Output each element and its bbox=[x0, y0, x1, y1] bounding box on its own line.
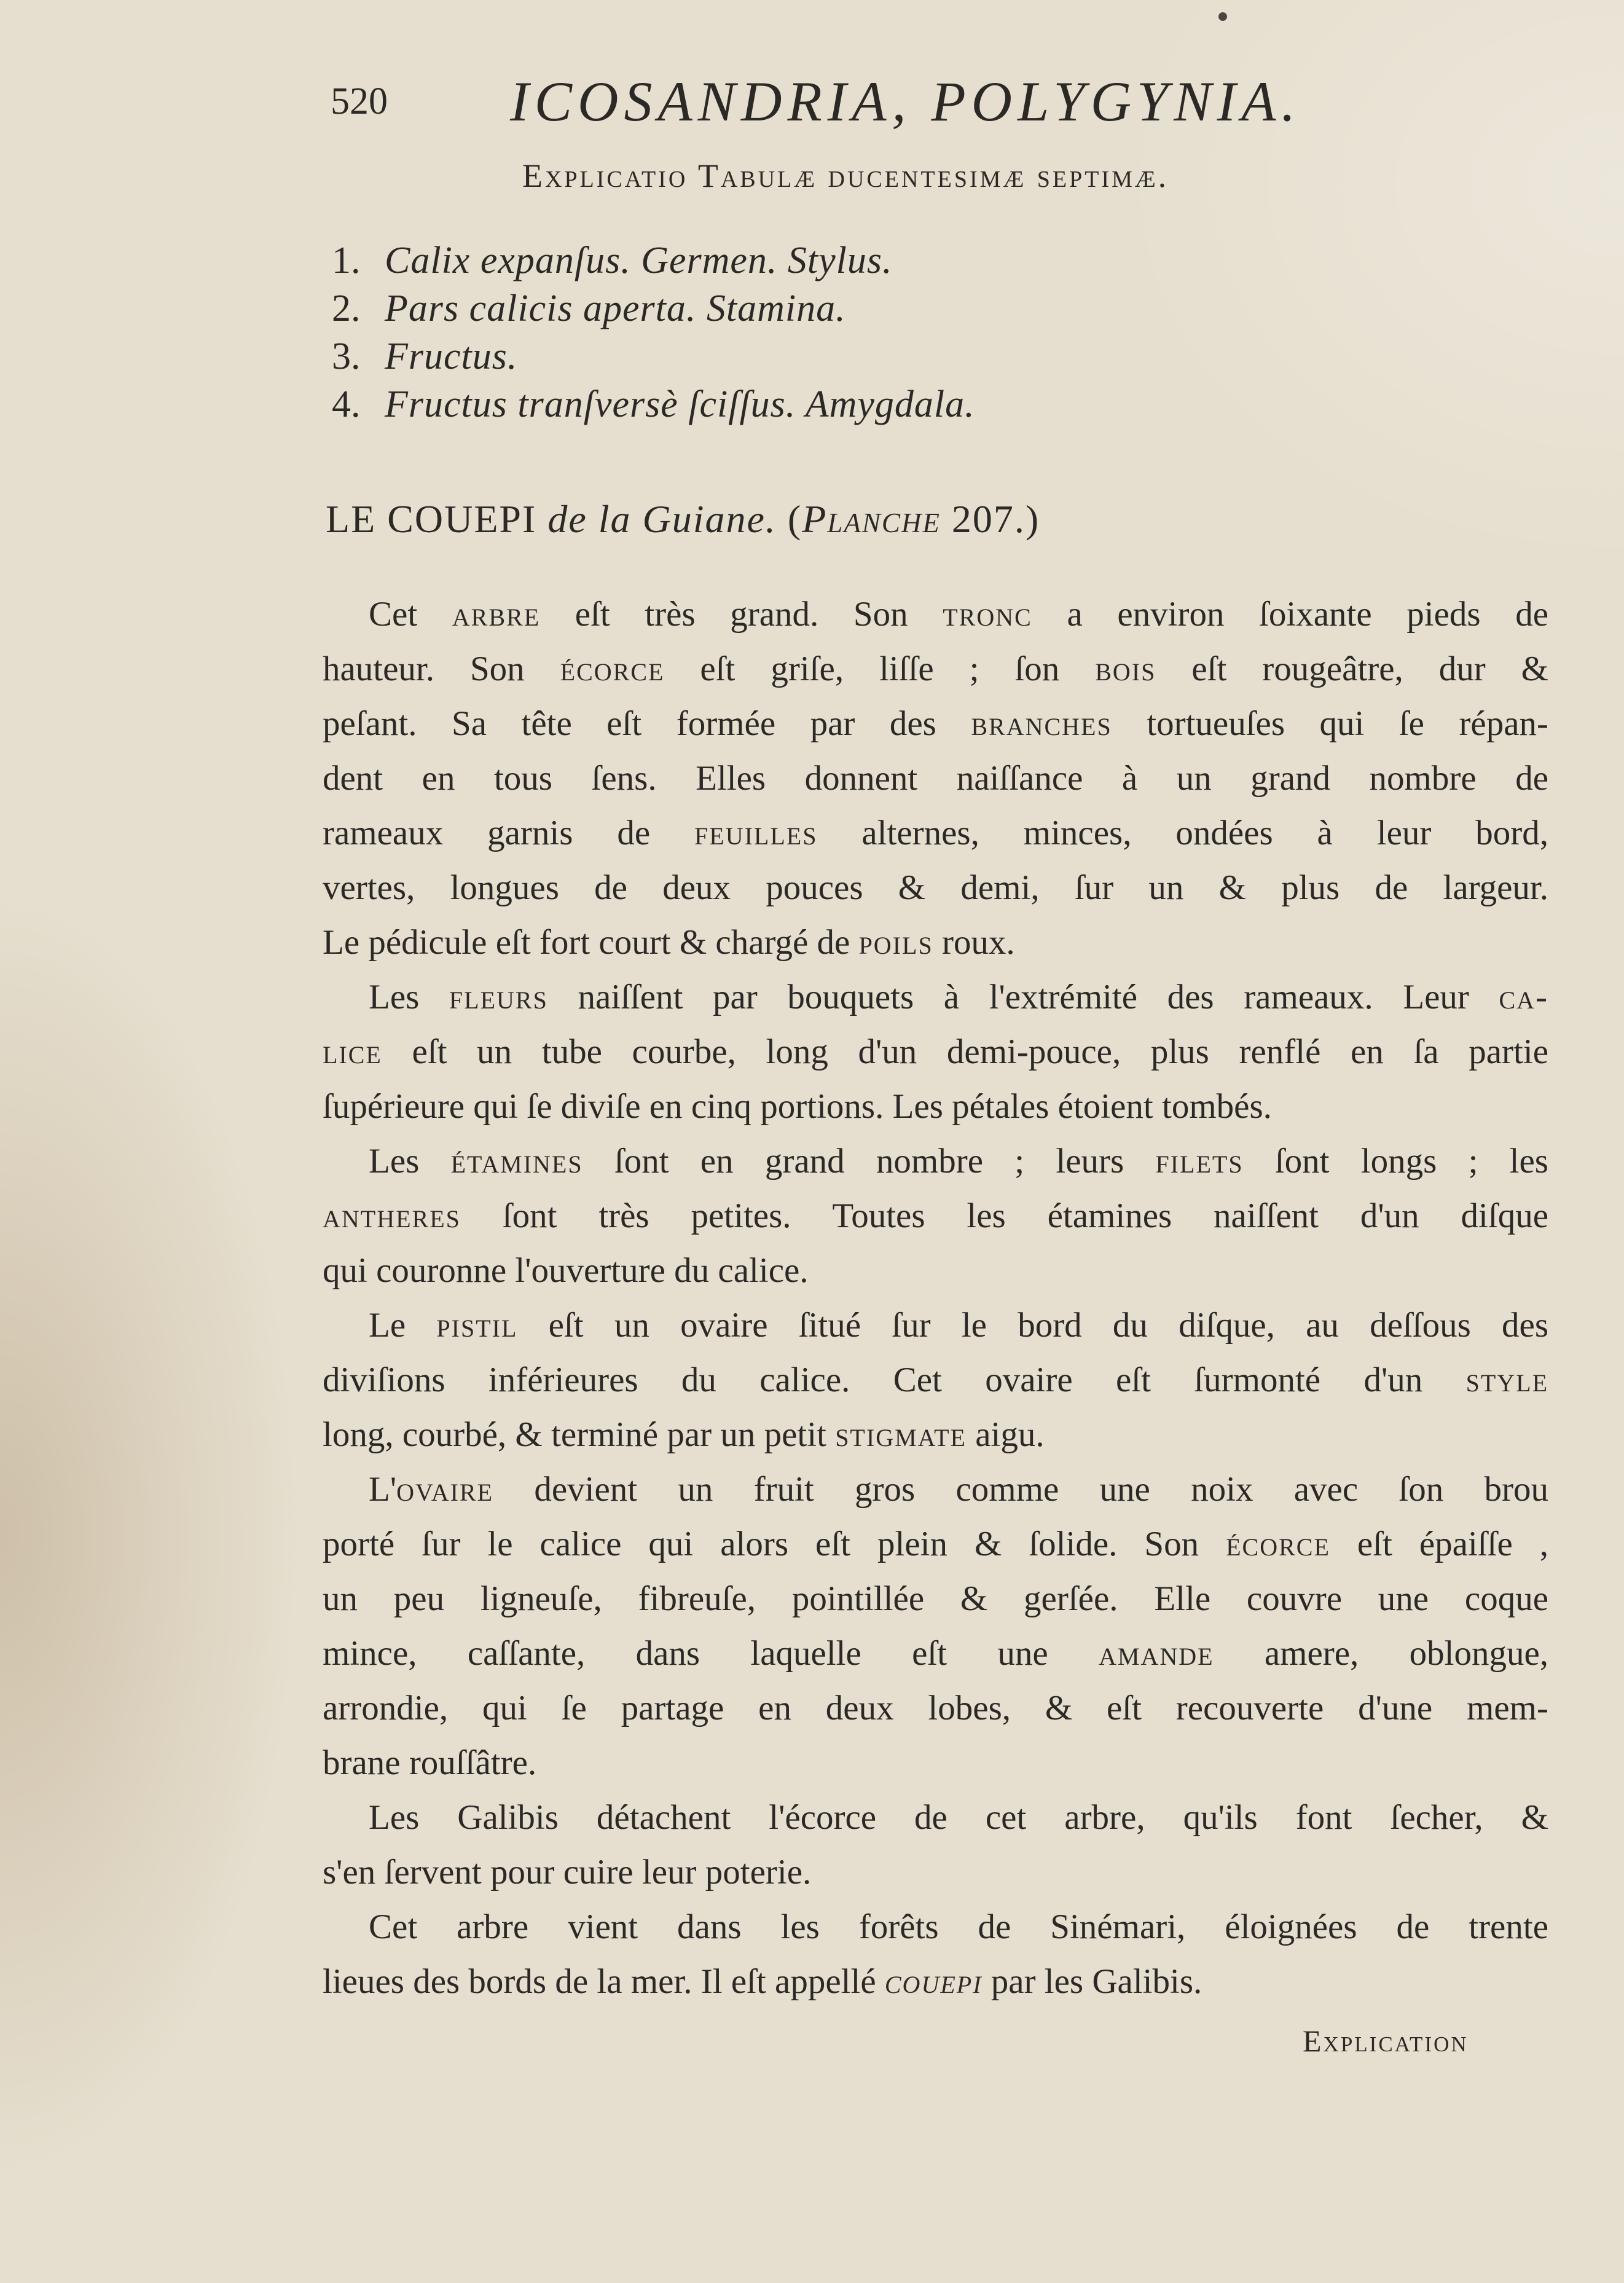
text-line bbox=[323, 587, 1548, 642]
term-calice: ca- bbox=[1499, 978, 1548, 1016]
text-line: Les Galibis détachent l'écorce de cet arbre, qu'ils font ſecher, & bbox=[369, 1798, 1548, 1837]
text-run: Les bbox=[369, 978, 420, 1016]
text-run: Les bbox=[369, 1142, 420, 1181]
term-amande: amande bbox=[1098, 1634, 1214, 1673]
text-line bbox=[323, 1954, 1548, 2009]
text-run: Le bbox=[369, 1306, 406, 1345]
figure-caption: Calix expanſus. Germen. Stylus. bbox=[385, 240, 893, 281]
text-run: tortueuſes qui ſe répan- bbox=[1147, 704, 1548, 743]
text-run: lieues des bords de la mer. Il eſt appellé bbox=[323, 1962, 876, 2001]
text-run: Le pédicule eſt fort court & chargé de bbox=[323, 923, 850, 962]
text-run: ſont très petites. Toutes les étamines naiſſent d'un diſque bbox=[502, 1197, 1548, 1235]
text-line bbox=[323, 915, 1548, 970]
term-pistil: pistil bbox=[436, 1306, 518, 1345]
term-ovaire: ovaire bbox=[396, 1470, 494, 1509]
term-branches: branches bbox=[971, 704, 1112, 743]
text-run: ſont en grand nombre ; leurs bbox=[614, 1142, 1124, 1181]
term-calice: lice bbox=[323, 1032, 382, 1071]
figure-number: 4. bbox=[332, 383, 361, 425]
section-title bbox=[326, 497, 1040, 542]
catchword: Explication bbox=[1303, 2024, 1469, 2058]
figure-caption: Fructus. bbox=[385, 336, 518, 377]
text-line: ſupérieure qui ſe diviſe en cinq portions. Les pétales étoient tombés. bbox=[323, 1087, 1272, 1126]
text-run: long, courbé, & terminé par un petit bbox=[323, 1415, 826, 1454]
ink-dot bbox=[1218, 12, 1227, 21]
text-run: roux. bbox=[941, 923, 1015, 962]
running-head bbox=[326, 61, 1370, 135]
text-run: mince, caſſante, dans laquelle eſt une bbox=[323, 1634, 1048, 1673]
text-run: ſont longs ; les bbox=[1274, 1142, 1548, 1181]
term-bois: bois bbox=[1095, 650, 1156, 688]
text-run: eſt rougeâtre, dur & bbox=[1191, 650, 1548, 688]
plate-number: 207. bbox=[951, 497, 1026, 541]
text-line: arrondie, qui ſe partage en deux lobes, & eſt recouverte d'une mem- bbox=[323, 1689, 1548, 1727]
text-line bbox=[323, 806, 1548, 860]
plate-explanation-heading: Explicatio Tabulæ ducentesimæ septimæ. bbox=[522, 157, 1169, 194]
text-line bbox=[323, 1517, 1548, 1571]
term-antheres: antheres bbox=[323, 1197, 461, 1235]
figure-legend-list bbox=[332, 237, 1253, 428]
term-stigmate: stigmate bbox=[835, 1415, 967, 1454]
text-line bbox=[323, 642, 1548, 696]
figure-legend-item bbox=[332, 380, 1253, 428]
text-run: porté ſur le calice qui alors eſt plein & ſolide. Son bbox=[323, 1525, 1199, 1563]
text-line: s'en ſervent pour cuire leur poterie. bbox=[323, 1853, 812, 1892]
term-etamines: étamines bbox=[450, 1142, 583, 1181]
figure-caption: Pars calicis aperta. Stamina. bbox=[385, 288, 846, 329]
figure-legend-item bbox=[332, 332, 1253, 380]
text-run: par les Galibis. bbox=[990, 1962, 1202, 2001]
term-ecorce: écorce bbox=[1226, 1525, 1330, 1563]
text-run: aigu. bbox=[975, 1415, 1045, 1454]
text-line bbox=[323, 1626, 1548, 1681]
text-line: dent en tous ſens. Elles donnent naiſſance à un grand nombre de bbox=[323, 759, 1548, 798]
species-name: LE COUEPI bbox=[326, 497, 537, 541]
plate-label: Planche bbox=[802, 497, 941, 541]
text-run: devient un fruit gros comme une noix avec ſon brou bbox=[534, 1470, 1548, 1509]
figure-legend-item bbox=[332, 237, 1253, 285]
term-filets: filets bbox=[1155, 1142, 1244, 1181]
text-run: Cet bbox=[369, 595, 418, 634]
species-place: de la Guiane. bbox=[547, 497, 777, 541]
text-line bbox=[323, 1407, 1548, 1462]
text-line: brane rouſſâtre. bbox=[323, 1743, 537, 1782]
figure-number: 1. bbox=[332, 240, 361, 281]
text-run: eſt griſe, liſſe ; ſon bbox=[700, 650, 1060, 688]
text-run: a environ ſoixante pieds de bbox=[1067, 595, 1548, 634]
running-title: ICOSANDRIA, POLYGYNIA. bbox=[510, 70, 1301, 133]
figure-number: 3. bbox=[332, 336, 361, 377]
text-line bbox=[323, 1024, 1548, 1079]
term-tronc: tronc bbox=[943, 595, 1032, 634]
text-run: hauteur. Son bbox=[323, 650, 525, 688]
figure-caption: Fructus tranſversè ſciſſus. Amygdala. bbox=[385, 383, 975, 425]
text-run: diviſions inférieures du calice. Cet ovaire eſt ſurmonté d'un bbox=[323, 1361, 1423, 1399]
text-run: eſt épaiſſe , bbox=[1357, 1525, 1548, 1563]
text-line bbox=[323, 970, 1548, 1024]
text-line bbox=[323, 1353, 1548, 1407]
text-run: eſt un ovaire ſitué ſur le bord du diſque, au deſſous des bbox=[548, 1306, 1548, 1345]
term-feuilles: feuilles bbox=[694, 814, 818, 852]
text-run: alternes, minces, ondées à leur bord, bbox=[861, 814, 1548, 852]
term-style: style bbox=[1465, 1361, 1548, 1399]
body-text bbox=[323, 587, 1548, 2009]
term-ecorce: écorce bbox=[560, 650, 665, 688]
text-run: L' bbox=[369, 1470, 397, 1509]
paren-close: ) bbox=[1025, 497, 1040, 541]
figure-number: 2. bbox=[332, 288, 361, 329]
text-run: amere, oblongue, bbox=[1264, 1634, 1548, 1673]
text-run: naiſſent par bouquets à l'extrémité des rameaux. Leur bbox=[578, 978, 1469, 1016]
paren-open: ( bbox=[787, 497, 802, 541]
text-line: vertes, longues de deux pouces & demi, ſur un & plus de largeur. bbox=[323, 868, 1548, 907]
text-run: peſant. Sa tête eſt formée par des bbox=[323, 704, 936, 743]
text-line bbox=[323, 1298, 1548, 1353]
term-arbre: arbre bbox=[452, 595, 541, 634]
text-line: Cet arbre vient dans les forêts de Sinémari, éloignées de trente bbox=[369, 1908, 1548, 1946]
term-poils: poils bbox=[858, 923, 933, 962]
page-number: 520 bbox=[331, 81, 388, 122]
text-line bbox=[323, 1189, 1548, 1243]
text-line bbox=[323, 1134, 1548, 1189]
text-line: qui couronne l'ouverture du calice. bbox=[323, 1251, 809, 1290]
text-run: eſt un tube courbe, long d'un demi-pouce, plus renflé en ſa partie bbox=[412, 1032, 1548, 1071]
text-line bbox=[323, 696, 1548, 751]
text-line: un peu ligneuſe, fibreuſe, pointillée & gerſée. Elle couvre une coque bbox=[323, 1579, 1548, 1618]
term-fleurs: fleurs bbox=[449, 978, 548, 1016]
text-line bbox=[323, 1462, 1548, 1517]
text-run: rameaux garnis de bbox=[323, 814, 651, 852]
term-couepi: couepi bbox=[884, 1962, 983, 2001]
text-run: eſt très grand. Son bbox=[575, 595, 908, 634]
figure-legend-item bbox=[332, 285, 1253, 332]
